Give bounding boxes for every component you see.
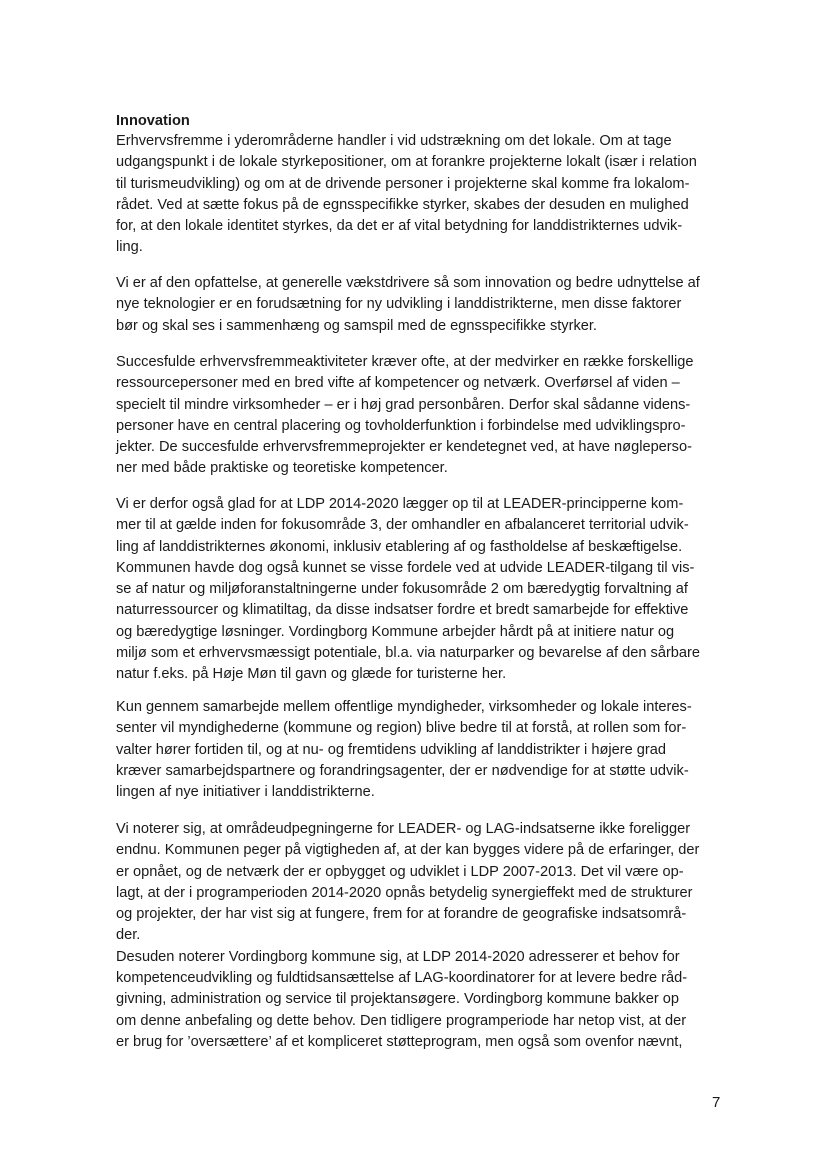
text-line: jekter. De succesfulde erhvervsfremmeprojekter er kendetegnet ved, at have nøgleperso-	[116, 439, 692, 456]
text-line: senter vil myndighederne (kommune og region) blive bedre til at forstå, at rollen som for-	[116, 720, 687, 737]
text-line: er brug for ’oversættere’ af et kompliceret støtteprogram, men også som ovenfor nævnt,	[116, 1033, 683, 1050]
text-line: Kun gennem samarbejde mellem offentlige myndigheder, virksomheder og lokale interes-	[116, 699, 692, 715]
text-line: er opnået, og de netværk der er opbygget og udviklet i LDP 2007-2013. Det vil være op-	[116, 863, 684, 880]
text-line: for, at den lokale identitet styrkes, da det er af vital betydning for landdistrikternes udvik-	[116, 218, 683, 235]
paragraph-3	[116, 352, 693, 480]
text-line: valter hører fortiden til, og at nu- og fremtidens udvikling af landdistrikter i højere grad	[116, 741, 666, 758]
text-line: ner med både praktiske og teoretiske kompetencer.	[116, 460, 448, 477]
text-line: Succesfulde erhvervsfremmeaktiviteter kræver ofte, at der medvirker en række forskellige	[116, 354, 694, 370]
text-line: Desuden noterer Vordingborg kommune sig, at LDP 2014-2020 adresserer et behov for	[116, 948, 680, 965]
text-line: miljø som et erhvervsmæssigt potentiale, bl.a. via naturparker og bevarelse af den sårbare	[116, 645, 701, 662]
text-line: og projekter, der har vist sig at fungere, frem for at forandre de geografiske indsatsområ-	[116, 906, 687, 923]
text-line: om denne anbefaling og dette behov. Den tidligere programperiode har netop vist, at der	[116, 1012, 687, 1029]
paragraph-4	[116, 494, 700, 686]
paragraph-6	[116, 819, 699, 1053]
text-line: personer have en central placering og tovholderfunktion i forbindelse med udviklingspro-	[116, 417, 686, 434]
text-line: Vi er af den opfattelse, at generelle vækstdrivere så som innovation og bedre udnyttelse af	[116, 275, 700, 291]
text-line: til turismeudvikling) og om at de drivende personer i projekterne skal komme fra lokalom-	[116, 175, 690, 192]
page-number: 7	[712, 1094, 721, 1111]
text-line: kræver samarbejdspartnere og forandringsagenter, der er nødvendige for at støtte udvik-	[116, 762, 689, 779]
text-line: udgangspunkt i de lokale styrkepositioner, om at forankre projekterne lokalt (især i relation	[116, 154, 697, 171]
text-line: Kommunen havde dog også kunnet se visse fordele ved at udvide LEADER-tilgang til vis-	[116, 559, 695, 576]
text-line: ling.	[116, 239, 143, 256]
text-line: lagt, at der i programperioden 2014-2020 opnås betydelig synergieffekt med de strukturer	[116, 884, 693, 901]
paragraph-1	[116, 131, 697, 259]
text-line: lingen af nye initiativer i landdistrikterne.	[116, 784, 375, 801]
text-line: ressourcepersoner med en bred vifte af kompetencer og netværk. Overførsel af viden –	[116, 375, 680, 392]
text-line: kompetenceudvikling og fuldtidsansættelse af LAG-koordinatorer for at levere bedre råd-	[116, 970, 688, 987]
text-line: se af natur og miljøforanstaltningerne under fokusområde 2 om bæredygtig forvaltning af	[116, 581, 688, 598]
text-line: og bæredygtige løsninger. Vordingborg Kommune arbejder hårdt på at initiere natur og	[116, 623, 675, 640]
text-line: Erhvervsfremme i yderområderne handler i vid udstrækning om det lokale. Om at tage	[116, 133, 672, 149]
text-line: endnu. Kommunen peger på vigtigheden af, at der kan bygges videre på de erfaringer, der	[116, 842, 700, 859]
text-line: Vi er derfor også glad for at LDP 2014-2020 lægger op til at LEADER-principperne kom-	[116, 496, 684, 512]
text-line: givning, administration og service til projektansøgere. Vordingborg kommune bakker op	[116, 991, 679, 1008]
text-line: specielt til mindre virksomheder – er i høj grad personbåren. Derfor skal sådanne videns-	[116, 396, 691, 413]
text-line: naturressourcer og klimatiltag, da disse indsatser fordre et bredt samarbejde for effektive	[116, 602, 689, 619]
text-line: rådet. Ved at sætte fokus på de egnsspecifikke styrker, skabes der desuden en mulighed	[116, 196, 689, 213]
paragraph-5	[116, 697, 692, 803]
text-line: ling af landdistrikternes økonomi, inklusiv etablering af og fastholdelse af beskæftigelse.	[116, 538, 683, 555]
text-line: natur f.eks. på Høje Møn til gavn og glæde for turisterne her.	[116, 666, 507, 683]
text-line: nye teknologier er en forudsætning for ny udvikling i landdistrikterne, men disse faktorer	[116, 296, 682, 313]
paragraph-2	[116, 273, 700, 337]
section-heading: Innovation	[116, 113, 190, 129]
text-line: Vi noterer sig, at områdeudpegningerne for LEADER- og LAG-indsatserne ikke foreligger	[116, 821, 691, 837]
text-line: bør og skal ses i sammenhæng og samspil med de egnsspecifikke styrker.	[116, 317, 597, 334]
text-line: mer til at gælde inden for fokusområde 3, der omhandler en afbalanceret territorial udvik-	[116, 517, 689, 534]
text-line: der.	[116, 927, 141, 944]
